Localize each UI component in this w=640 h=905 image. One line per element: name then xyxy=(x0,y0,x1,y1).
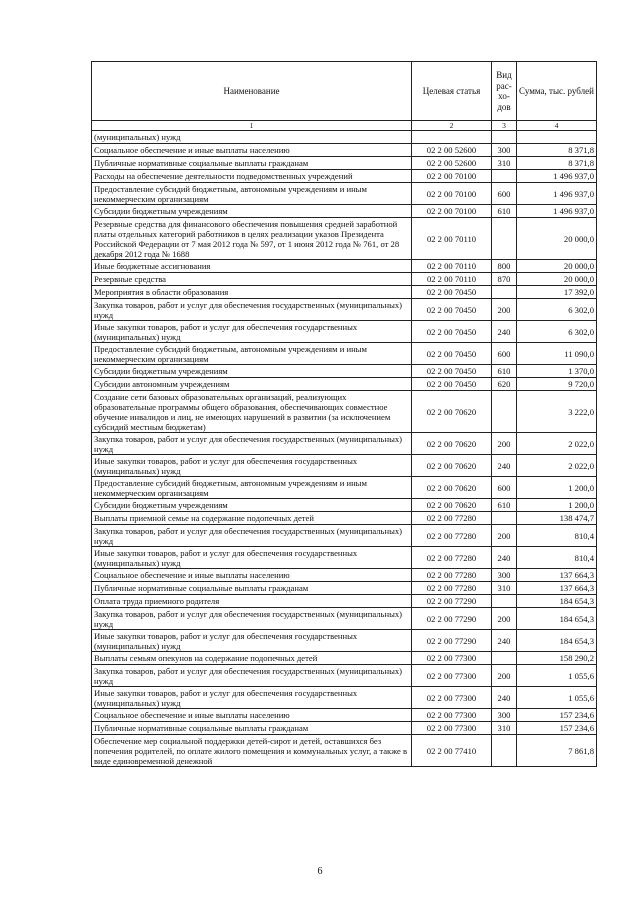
row-vid-cell: 240 xyxy=(492,321,517,343)
row-vid-cell: 200 xyxy=(492,433,517,455)
table-row xyxy=(92,260,597,273)
row-code-cell: 02 2 00 77280 xyxy=(412,525,492,547)
table-row xyxy=(92,343,597,365)
row-code-cell: 02 2 00 52600 xyxy=(412,144,492,157)
row-vid-cell: 300 xyxy=(492,144,517,157)
header-name: Наименование xyxy=(92,62,412,121)
row-sum-cell: 2 022,0 xyxy=(517,455,597,477)
row-name-cell: Субсидии бюджетным учреждениям xyxy=(92,365,412,378)
row-vid-cell: 240 xyxy=(492,687,517,709)
row-name-cell: Мероприятия в области образования xyxy=(92,286,412,299)
table-row xyxy=(92,131,597,144)
row-sum-cell: 20 000,0 xyxy=(517,260,597,273)
row-name-cell: Закупка товаров, работ и услуг для обеспечения государственных (муниципальных) нужд xyxy=(92,433,412,455)
row-code-cell: 02 2 00 77280 xyxy=(412,569,492,582)
row-code-cell: 02 2 00 70450 xyxy=(412,378,492,391)
row-name-cell: Иные бюджетные ассигнования xyxy=(92,260,412,273)
row-name-cell: Резервные средства для финансового обеспечения повышения средней заработной платы отдельных категорий работников в целях реализации указов Президента Российской Федерации от 7 мая 2012 года № 597, от 1 июня 2012 года № 761, от 28 декабря 2012 года № 1688 xyxy=(92,218,412,260)
page-number: 6 xyxy=(317,866,323,877)
row-sum-cell: 9 720,0 xyxy=(517,378,597,391)
row-sum-cell: 2 022,0 xyxy=(517,433,597,455)
table-row xyxy=(92,687,597,709)
table-row xyxy=(92,630,597,652)
table-row xyxy=(92,218,597,260)
row-vid-cell: 310 xyxy=(492,582,517,595)
row-sum-cell: 137 664,3 xyxy=(517,582,597,595)
row-name-cell: Закупка товаров, работ и услуг для обеспечения государственных (муниципальных) нужд xyxy=(92,299,412,321)
row-vid-cell: 610 xyxy=(492,499,517,512)
row-vid-cell: 200 xyxy=(492,299,517,321)
row-code-cell: 02 2 00 70450 xyxy=(412,286,492,299)
row-name-cell: Оплата труда приемного родителя xyxy=(92,595,412,608)
table-row xyxy=(92,547,597,569)
table-row xyxy=(92,183,597,205)
row-vid-cell xyxy=(492,512,517,525)
row-sum-cell: 810,4 xyxy=(517,547,597,569)
row-vid-cell xyxy=(492,218,517,260)
row-vid-cell: 600 xyxy=(492,477,517,499)
row-sum-cell: 20 000,0 xyxy=(517,218,597,260)
row-name-cell: Выплаты приемной семье на содержание подопечных детей xyxy=(92,512,412,525)
row-sum-cell: 8 371,8 xyxy=(517,144,597,157)
table-row xyxy=(92,582,597,595)
row-code-cell: 02 2 00 77280 xyxy=(412,582,492,595)
row-sum-cell: 158 290,2 xyxy=(517,652,597,665)
row-name-cell: Закупка товаров, работ и услуг для обеспечения государственных (муниципальных) нужд xyxy=(92,525,412,547)
row-code-cell: 02 2 00 70620 xyxy=(412,499,492,512)
table-row xyxy=(92,378,597,391)
table-row xyxy=(92,569,597,582)
header-code: Целевая статья xyxy=(412,62,492,121)
row-name-cell: Предоставление субсидий бюджетным, автономным учреждениям и иным некоммерческим организациям xyxy=(92,183,412,205)
table-row xyxy=(92,433,597,455)
header-vid: Вид рас-хо-дов xyxy=(492,62,517,121)
row-code-cell: 02 2 00 70100 xyxy=(412,170,492,183)
row-name-cell: Публичные нормативные социальные выплаты гражданам xyxy=(92,582,412,595)
row-sum-cell: 1 370,0 xyxy=(517,365,597,378)
row-name-cell: Иные закупки товаров, работ и услуг для обеспечения государственных (муниципальных) нужд xyxy=(92,687,412,709)
table-row xyxy=(92,722,597,735)
row-sum-cell: 184 654,3 xyxy=(517,608,597,630)
row-code-cell: 02 2 00 70110 xyxy=(412,218,492,260)
row-vid-cell: 600 xyxy=(492,183,517,205)
table-row xyxy=(92,709,597,722)
row-vid-cell: 600 xyxy=(492,343,517,365)
row-sum-cell: 11 090,0 xyxy=(517,343,597,365)
header-row xyxy=(92,62,597,121)
row-name-cell: Закупка товаров, работ и услуг для обеспечения государственных (муниципальных) нужд xyxy=(92,665,412,687)
table-row xyxy=(92,735,597,767)
row-code-cell: 02 2 00 77290 xyxy=(412,630,492,652)
row-vid-cell: 800 xyxy=(492,260,517,273)
row-name-cell: Социальное обеспечение и иные выплаты населению xyxy=(92,709,412,722)
table-row xyxy=(92,512,597,525)
row-code-cell: 02 2 00 77280 xyxy=(412,547,492,569)
table-row xyxy=(92,365,597,378)
row-sum-cell: 157 234,6 xyxy=(517,722,597,735)
row-vid-cell xyxy=(492,391,517,433)
row-code-cell: 02 2 00 70100 xyxy=(412,183,492,205)
row-vid-cell: 300 xyxy=(492,709,517,722)
row-sum-cell: 810,4 xyxy=(517,525,597,547)
row-name-cell: Резервные средства xyxy=(92,273,412,286)
row-code-cell: 02 2 00 77300 xyxy=(412,665,492,687)
row-name-cell: Иные закупки товаров, работ и услуг для обеспечения государственных (муниципальных) нужд xyxy=(92,547,412,569)
row-name-cell: Публичные нормативные социальные выплаты гражданам xyxy=(92,157,412,170)
row-vid-cell: 240 xyxy=(492,547,517,569)
row-vid-cell: 200 xyxy=(492,608,517,630)
table-row xyxy=(92,455,597,477)
row-name-cell: Субсидии бюджетным учреждениям xyxy=(92,205,412,218)
column-number: 1 xyxy=(92,121,412,131)
row-sum-cell: 1 055,6 xyxy=(517,665,597,687)
row-sum-cell: 157 234,6 xyxy=(517,709,597,722)
row-code-cell: 02 2 00 70620 xyxy=(412,433,492,455)
table-row xyxy=(92,144,597,157)
row-name-cell: Иные закупки товаров, работ и услуг для обеспечения государственных (муниципальных) нужд xyxy=(92,630,412,652)
column-number: 2 xyxy=(412,121,492,131)
row-name-cell: Предоставление субсидий бюджетным, автономным учреждениям и иным некоммерческим организациям xyxy=(92,477,412,499)
table-row xyxy=(92,170,597,183)
row-code-cell: 02 2 00 70110 xyxy=(412,273,492,286)
row-vid-cell: 240 xyxy=(492,630,517,652)
budget-table xyxy=(91,61,597,767)
row-code-cell: 02 2 00 77300 xyxy=(412,722,492,735)
row-sum-cell xyxy=(517,131,597,144)
table-row xyxy=(92,665,597,687)
row-code-cell: 02 2 00 77300 xyxy=(412,687,492,709)
row-name-cell: Создание сети базовых образовательных организаций, реализующих образовательные программы общего образования, обеспечивающих совместное обучение инвалидов и лиц, не имеющих нарушений в развитии (за исключением субсидий местным бюджетам) xyxy=(92,391,412,433)
header-sum: Сумма, тыс. рублей xyxy=(517,62,597,121)
row-sum-cell: 1 055,6 xyxy=(517,687,597,709)
row-vid-cell: 610 xyxy=(492,365,517,378)
table-row xyxy=(92,299,597,321)
row-code-cell: 02 2 00 70620 xyxy=(412,477,492,499)
row-vid-cell: 240 xyxy=(492,455,517,477)
row-sum-cell: 20 000,0 xyxy=(517,273,597,286)
row-code-cell: 02 2 00 77280 xyxy=(412,512,492,525)
row-code-cell: 02 2 00 77300 xyxy=(412,652,492,665)
row-sum-cell: 138 474,7 xyxy=(517,512,597,525)
table-row xyxy=(92,286,597,299)
row-vid-cell xyxy=(492,652,517,665)
row-vid-cell: 310 xyxy=(492,722,517,735)
row-sum-cell: 1 200,0 xyxy=(517,477,597,499)
column-number: 4 xyxy=(517,121,597,131)
table-body xyxy=(92,131,597,767)
row-vid-cell: 610 xyxy=(492,205,517,218)
row-sum-cell: 1 496 937,0 xyxy=(517,205,597,218)
row-code-cell: 02 2 00 70100 xyxy=(412,205,492,218)
row-code-cell: 02 2 00 77410 xyxy=(412,735,492,767)
row-sum-cell: 184 654,3 xyxy=(517,595,597,608)
row-name-cell: Иные закупки товаров, работ и услуг для обеспечения государственных (муниципальных) нужд xyxy=(92,321,412,343)
row-name-cell: Социальное обеспечение и иные выплаты населению xyxy=(92,569,412,582)
row-code-cell: 02 2 00 70450 xyxy=(412,365,492,378)
row-code-cell: 02 2 00 70620 xyxy=(412,391,492,433)
row-name-cell: Субсидии автономным учреждениям xyxy=(92,378,412,391)
table-row xyxy=(92,477,597,499)
row-vid-cell xyxy=(492,595,517,608)
row-vid-cell: 620 xyxy=(492,378,517,391)
row-sum-cell: 3 222,0 xyxy=(517,391,597,433)
row-code-cell: 02 2 00 77290 xyxy=(412,608,492,630)
row-code-cell: 02 2 00 70450 xyxy=(412,321,492,343)
column-number-row xyxy=(92,121,597,131)
row-sum-cell: 17 392,0 xyxy=(517,286,597,299)
table-row xyxy=(92,391,597,433)
row-sum-cell: 1 496 937,0 xyxy=(517,183,597,205)
table-row xyxy=(92,157,597,170)
row-vid-cell: 200 xyxy=(492,525,517,547)
row-name-cell: Иные закупки товаров, работ и услуг для обеспечения государственных (муниципальных) нужд xyxy=(92,455,412,477)
row-sum-cell: 8 371,8 xyxy=(517,157,597,170)
row-code-cell: 02 2 00 70620 xyxy=(412,455,492,477)
row-name-cell: (муниципальных) нужд xyxy=(92,131,412,144)
row-name-cell: Субсидии бюджетным учреждениям xyxy=(92,499,412,512)
row-name-cell: Закупка товаров, работ и услуг для обеспечения государственных (муниципальных) нужд xyxy=(92,608,412,630)
row-vid-cell: 300 xyxy=(492,569,517,582)
row-name-cell: Публичные нормативные социальные выплаты гражданам xyxy=(92,722,412,735)
table-row xyxy=(92,595,597,608)
table-row xyxy=(92,321,597,343)
row-vid-cell xyxy=(492,170,517,183)
row-code-cell: 02 2 00 70450 xyxy=(412,299,492,321)
row-vid-cell: 310 xyxy=(492,157,517,170)
row-sum-cell: 1 496 937,0 xyxy=(517,170,597,183)
row-code-cell: 02 2 00 70110 xyxy=(412,260,492,273)
row-vid-cell xyxy=(492,735,517,767)
table-row xyxy=(92,205,597,218)
row-code-cell: 02 2 00 77290 xyxy=(412,595,492,608)
row-code-cell xyxy=(412,131,492,144)
row-code-cell: 02 2 00 77300 xyxy=(412,709,492,722)
table-row xyxy=(92,608,597,630)
table-row xyxy=(92,273,597,286)
row-sum-cell: 184 654,3 xyxy=(517,630,597,652)
row-vid-cell xyxy=(492,286,517,299)
row-vid-cell xyxy=(492,131,517,144)
row-sum-cell: 6 302,0 xyxy=(517,299,597,321)
row-name-cell: Предоставление субсидий бюджетным, автономным учреждениям и иным некоммерческим организациям xyxy=(92,343,412,365)
row-sum-cell: 1 200,0 xyxy=(517,499,597,512)
row-code-cell: 02 2 00 70450 xyxy=(412,343,492,365)
table-row xyxy=(92,525,597,547)
row-sum-cell: 7 861,8 xyxy=(517,735,597,767)
row-sum-cell: 137 664,3 xyxy=(517,569,597,582)
row-sum-cell: 6 302,0 xyxy=(517,321,597,343)
column-number: 3 xyxy=(492,121,517,131)
row-name-cell: Обеспечение мер социальной поддержки детей-сирот и детей, оставшихся без попечения родителей, по оплате жилого помещения и коммунальных услуг, а также в виде единовременной денежной xyxy=(92,735,412,767)
table-row xyxy=(92,652,597,665)
row-vid-cell: 870 xyxy=(492,273,517,286)
row-name-cell: Выплаты семьям опекунов на содержание подопечных детей xyxy=(92,652,412,665)
table-row xyxy=(92,499,597,512)
row-code-cell: 02 2 00 52600 xyxy=(412,157,492,170)
row-name-cell: Расходы на обеспечение деятельности подведомственных учреждений xyxy=(92,170,412,183)
row-name-cell: Социальное обеспечение и иные выплаты населению xyxy=(92,144,412,157)
row-vid-cell: 200 xyxy=(492,665,517,687)
